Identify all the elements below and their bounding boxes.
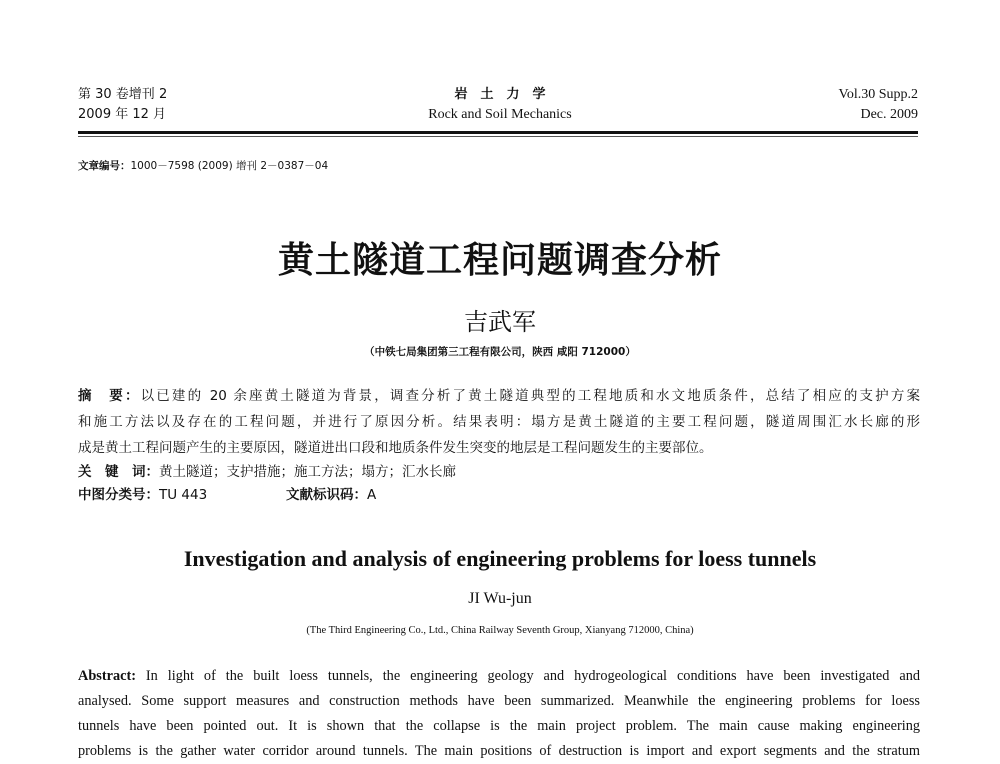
doc-code-value: A — [367, 487, 377, 503]
volume-en: Vol.30 Supp.2 — [838, 87, 918, 102]
abstract-en-line: Abstract: In light of the built loess tunnels, the engineering geology and hydrogeological conditions have been investigated and — [78, 668, 920, 684]
title-cn: 黄土隧道工程问题调查分析 — [277, 240, 722, 281]
abstract-cn-line: 成是黄土工程问题产生的主要原因，隧道进出口段和地质条件发生突变的地层是工程问题发生的主要部位。 — [78, 440, 713, 456]
article-number-value: 1000－7598 (2009) 增刊 2－0387－04 — [130, 160, 329, 172]
abstract-cn-line: 摘 要：以已建的 20 余座黄土隧道为背景，调查分析了黄土隧道典型的工程地质和水文地质条件，总结了相应的支护方案 — [78, 388, 920, 404]
abstract-cn-label: 摘 要： — [78, 388, 141, 404]
doc-code-label: 文献标识码： — [286, 487, 367, 503]
journal-issue-cn — [78, 85, 167, 125]
title-en: Investigation and analysis of engineering problems for loess tunnels — [183, 546, 817, 571]
author-cn: 吉武军 — [464, 308, 536, 336]
affiliation-en: (The Third Engineering Co., Ltd., China Railway Seventh Group, Xianyang 712000, China) — [306, 625, 694, 636]
clc-number — [78, 482, 207, 508]
abstract-en-line: problems is the gather water corridor around tunnels. The main positions of destruction is import and export segments and the stratum — [78, 743, 920, 759]
header-rule-thin — [78, 136, 918, 137]
header-rule — [78, 131, 918, 134]
abstract-cn-line: 和施工方法以及存在的工程问题，并进行了原因分析。结果表明：塌方是黄土隧道的主要工程问题，隧道周围汇水长廊的形 — [78, 414, 920, 430]
date-cn: 2009 年 12 月 — [78, 107, 167, 122]
journal-name — [350, 85, 650, 125]
abstract-en-line: analysed. Some support measures and construction methods have been summarized. Meanwhile the engineering problems for loess — [78, 693, 920, 709]
article-number — [78, 158, 328, 173]
clc-label: 中图分类号： — [78, 487, 159, 503]
journal-issue-en — [839, 85, 918, 125]
keywords-value: 黄土隧道；支护措施；施工方法；塌方；汇水长廊 — [159, 464, 456, 480]
author-en: JI Wu-jun — [468, 590, 532, 607]
article-number-label: 文章编号： — [78, 160, 131, 172]
abstract-en-label: Abstract: — [78, 668, 136, 684]
clc-value: TU 443 — [159, 487, 208, 503]
document-code — [286, 482, 376, 508]
journal-name-cn: 岩 土 力 学 — [454, 87, 546, 102]
affiliation-cn: （中铁七局集团第三工程有限公司，陕西 咸阳 712000） — [364, 346, 636, 358]
date-en: Dec. 2009 — [860, 107, 918, 122]
abstract-en-line: tunnels have been pointed out. It is shown that the collapse is the main project problem. The main cause making engineering — [78, 718, 920, 734]
journal-name-en: Rock and Soil Mechanics — [428, 107, 572, 122]
volume-cn: 第 30 卷增刊 2 — [78, 87, 168, 102]
keywords-label: 关 键 词： — [78, 464, 159, 480]
